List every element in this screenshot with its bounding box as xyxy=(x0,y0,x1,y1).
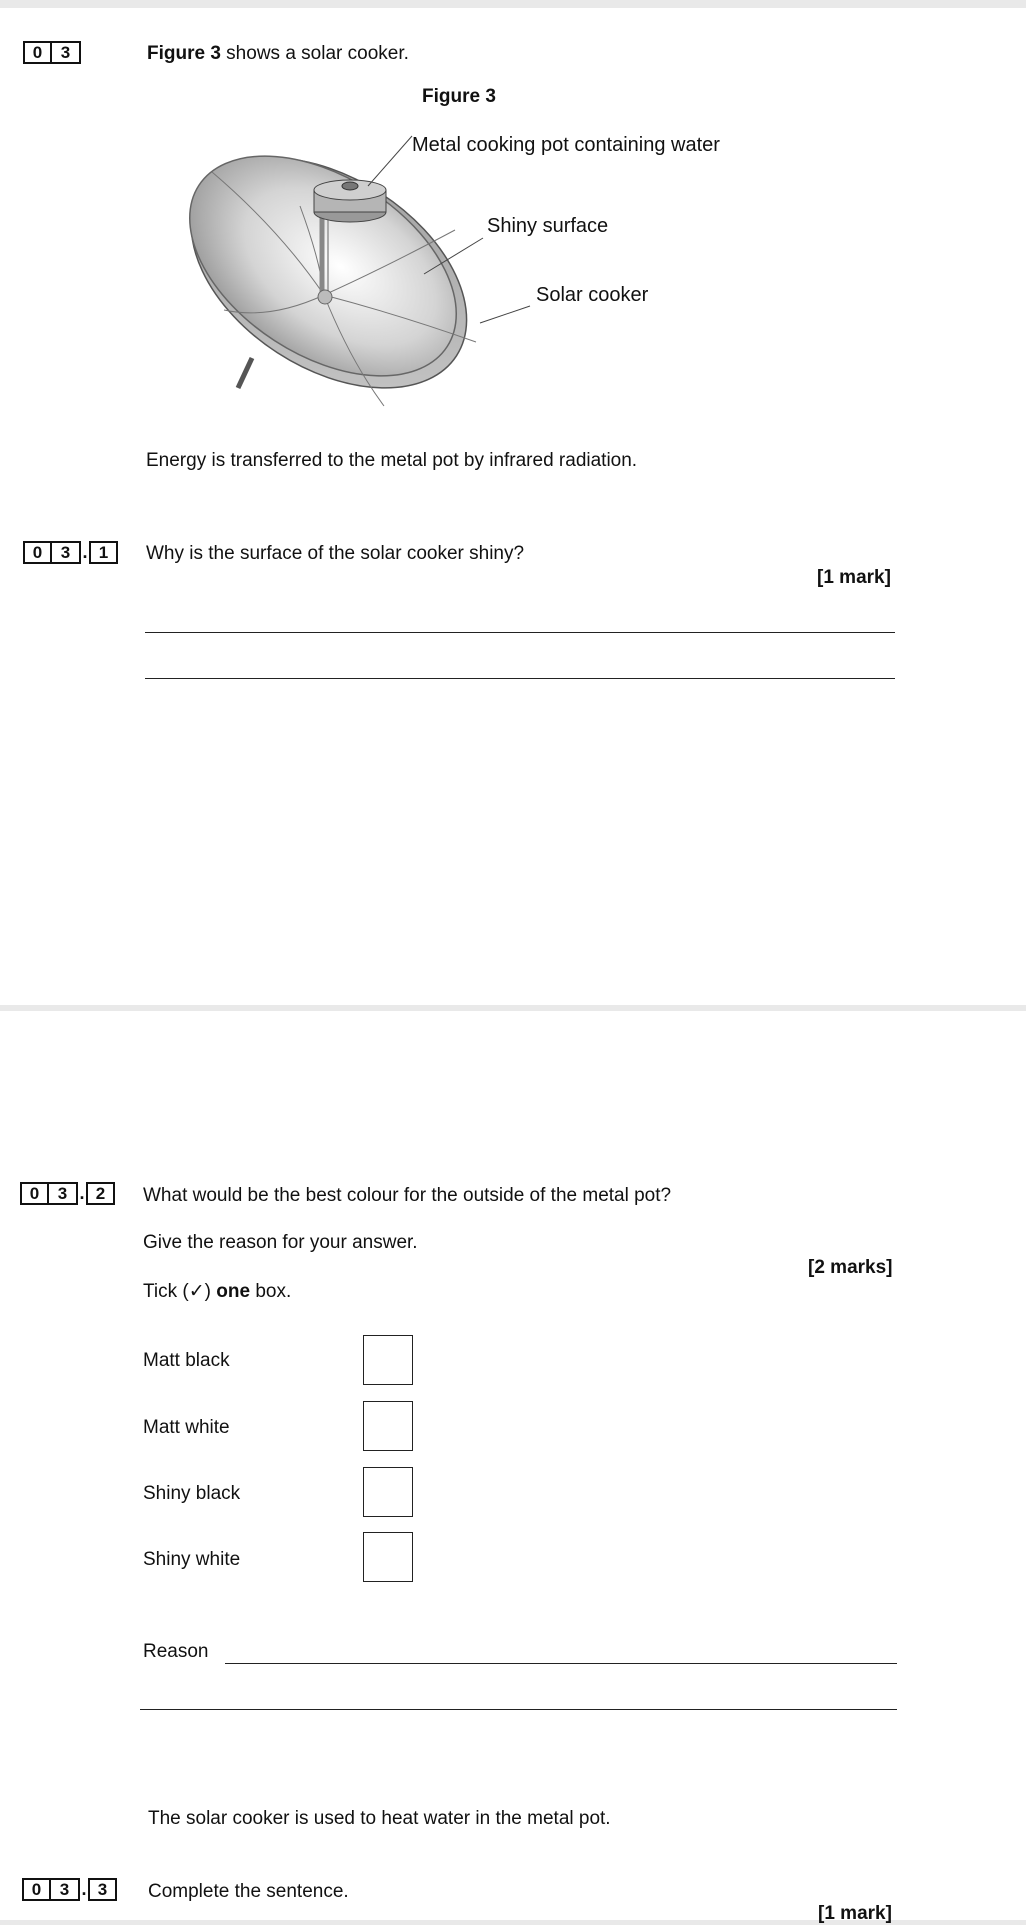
marks-03-3: [1 mark] xyxy=(818,1903,892,1924)
label-solar-cooker: Solar cooker xyxy=(536,284,649,306)
reason-label: Reason xyxy=(143,1641,209,1662)
question-digit: 0 xyxy=(23,41,52,64)
question-03-2-text: What would be the best colour for the outside of the metal pot? xyxy=(143,1185,672,1206)
reason-line-a[interactable] xyxy=(225,1663,897,1664)
tick-box-matt-white[interactable] xyxy=(363,1401,413,1451)
marks-03-1: [1 mark] xyxy=(817,567,891,588)
stand-leg xyxy=(238,358,252,388)
option-label: Matt white xyxy=(143,1417,230,1438)
label-metal-pot: Metal cooking pot containing water xyxy=(412,134,720,156)
label-shiny-surface: Shiny surface xyxy=(487,215,609,237)
question-number-03-3: 0 3 . 3 xyxy=(22,1878,117,1901)
tick-instruction: Tick (✓) one box. xyxy=(143,1281,292,1302)
option-label: Matt black xyxy=(143,1350,230,1371)
heat-statement: The solar cooker is used to heat water in the metal pot. xyxy=(148,1808,611,1829)
question-number-03-1: 0 3 . 1 xyxy=(23,541,118,564)
solar-cooker-figure xyxy=(160,120,780,420)
tick-box-matt-black[interactable] xyxy=(363,1335,413,1385)
figure-title: Figure 3 xyxy=(422,86,496,107)
exam-page-1 xyxy=(0,8,1026,1005)
question-03-3-text: Complete the sentence. xyxy=(148,1881,349,1902)
marks-03-2: [2 marks] xyxy=(808,1257,893,1278)
leader-pot xyxy=(368,136,412,186)
leader-cooker xyxy=(480,306,530,323)
give-reason-text: Give the reason for your answer. xyxy=(143,1232,418,1253)
exam-page-2 xyxy=(0,1011,1026,1924)
dish-centre-joint xyxy=(318,290,332,304)
reason-line-b[interactable] xyxy=(140,1709,897,1710)
question-03-1-text: Why is the surface of the solar cooker shiny? xyxy=(146,543,525,564)
option-label: Shiny white xyxy=(143,1549,241,1570)
tick-box-shiny-white[interactable] xyxy=(363,1532,413,1582)
answer-line-03-1-a[interactable] xyxy=(145,632,895,633)
energy-statement: Energy is transferred to the metal pot by infrared radiation. xyxy=(146,450,638,471)
figure-intro: Figure 3 shows a solar cooker. xyxy=(147,43,409,64)
pot-handle xyxy=(342,182,358,190)
question-number-03-2: 0 3 . 2 xyxy=(20,1182,115,1205)
option-label: Shiny black xyxy=(143,1483,241,1504)
question-number-03 xyxy=(23,41,81,64)
tick-box-shiny-black[interactable] xyxy=(363,1467,413,1517)
question-digit: 3 xyxy=(52,41,81,64)
answer-line-03-1-b[interactable] xyxy=(145,678,895,679)
